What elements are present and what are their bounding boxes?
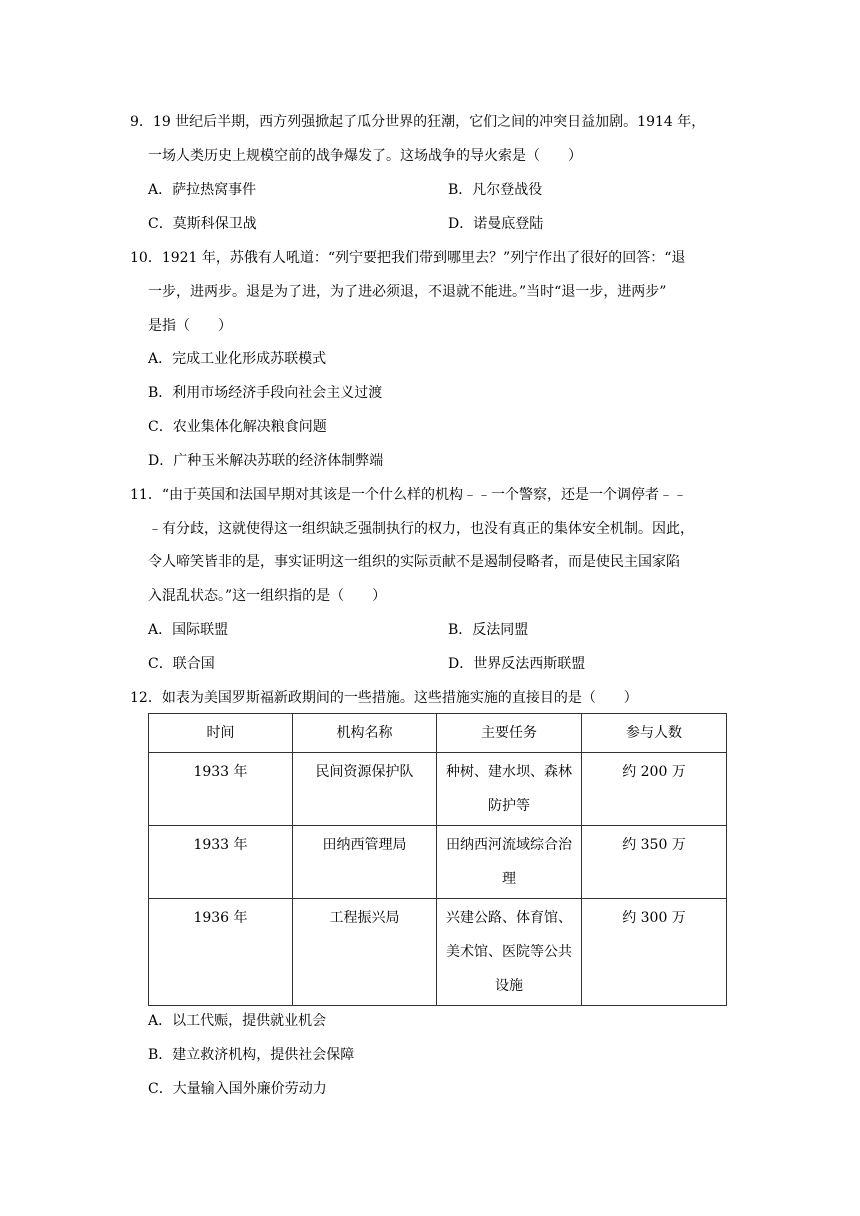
question-11-stem-line-1: 11．“由于英国和法国早期对其该是一个什么样的机构﹣﹣一个警察，还是一个调停者﹣﹣ — [130, 487, 687, 503]
question-9-option-b: B．凡尔登战役 — [448, 182, 543, 198]
question-12-stem-line-1: 12．如表为美国罗斯福新政期间的一些措施。这些措施实施的直接目的是（ ） — [130, 690, 638, 706]
table-row — [149, 899, 727, 1006]
new-deal-measures-table — [148, 713, 727, 1006]
question-12-option-a: A．以工代赈，提供就业机会 — [148, 1013, 327, 1029]
table-cell: 1933 年 — [149, 826, 293, 899]
question-11-stem-line-3: 令人啼笑皆非的是，事实证明这一组织的实际贡献不是遏制侵略者，而是使民主国家陷 — [148, 554, 680, 570]
question-11-stem-line-4: 入混乱状态。”这一组织指的是（ ） — [148, 588, 387, 604]
table-cell: 约 350 万 — [582, 826, 727, 899]
question-10-stem-line-2: 一步，进两步。退是为了进，为了进必须退，不退就不能进。”当时“退一步，进两步” — [148, 284, 667, 300]
table-cell: 田纳西河流域综合治理 — [437, 826, 582, 899]
table-cell: 民间资源保护队 — [293, 753, 437, 826]
question-10-stem-line-3: 是指（ ） — [148, 318, 232, 334]
table-cell: 兴建公路、体育馆、美术馆、医院等公共设施 — [437, 899, 582, 1006]
table-cell: 1936 年 — [149, 899, 293, 1006]
question-10-stem-line-1: 10．1921 年，苏俄有人吼道：“列宁要把我们带到哪里去？”列宁作出了很好的回答：“退 — [130, 250, 686, 266]
question-10-option-a: A．完成工业化形成苏联模式 — [148, 351, 327, 367]
table-header-cell: 机构名称 — [293, 714, 437, 753]
question-10-option-d: D．广种玉米解决苏联的经济体制弊端 — [148, 453, 384, 469]
table-cell: 约 300 万 — [582, 899, 727, 1006]
table-cell: 约 200 万 — [582, 753, 727, 826]
question-11-option-d: D．世界反法西斯联盟 — [448, 656, 586, 672]
question-11-option-a: A．国际联盟 — [148, 622, 229, 638]
question-9-stem-line-1: 9．19 世纪后半期，西方列强掀起了瓜分世界的狂潮，它们之间的冲突日益加剧。1914 年， — [130, 114, 706, 130]
table-cell: 工程振兴局 — [293, 899, 437, 1006]
table-row — [149, 753, 727, 826]
question-9-stem-line-2: 一场人类历史上规模空前的战争爆发了。这场战争的导火索是（ ） — [148, 148, 582, 164]
question-11-option-c: C．联合国 — [148, 656, 215, 672]
table-row — [149, 826, 727, 899]
question-9-option-c: C．莫斯科保卫战 — [148, 216, 257, 232]
question-10-option-c: C．农业集体化解决粮食问题 — [148, 419, 327, 435]
table-cell: 田纳西管理局 — [293, 826, 437, 899]
question-11-stem-line-2: ﹣有分歧，这就使得这一组织缺乏强制执行的权力，也没有真正的集体安全机制。因此， — [148, 521, 694, 537]
question-9-option-d: D．诺曼底登陆 — [448, 216, 544, 232]
question-10-option-b: B．利用市场经济手段向社会主义过渡 — [148, 385, 383, 401]
question-9-option-a: A．萨拉热窝事件 — [148, 182, 257, 198]
table-header-cell: 时间 — [149, 714, 293, 753]
table-header-cell: 主要任务 — [437, 714, 582, 753]
table-cell: 1933 年 — [149, 753, 293, 826]
question-11-option-b: B．反法同盟 — [448, 622, 529, 638]
table-header-row — [149, 714, 727, 753]
table-cell: 种树、建水坝、森林防护等 — [437, 753, 582, 826]
question-12-option-c: C．大量输入国外廉价劳动力 — [148, 1081, 327, 1097]
table-header-cell: 参与人数 — [582, 714, 727, 753]
question-12-option-b: B．建立救济机构，提供社会保障 — [148, 1047, 355, 1063]
